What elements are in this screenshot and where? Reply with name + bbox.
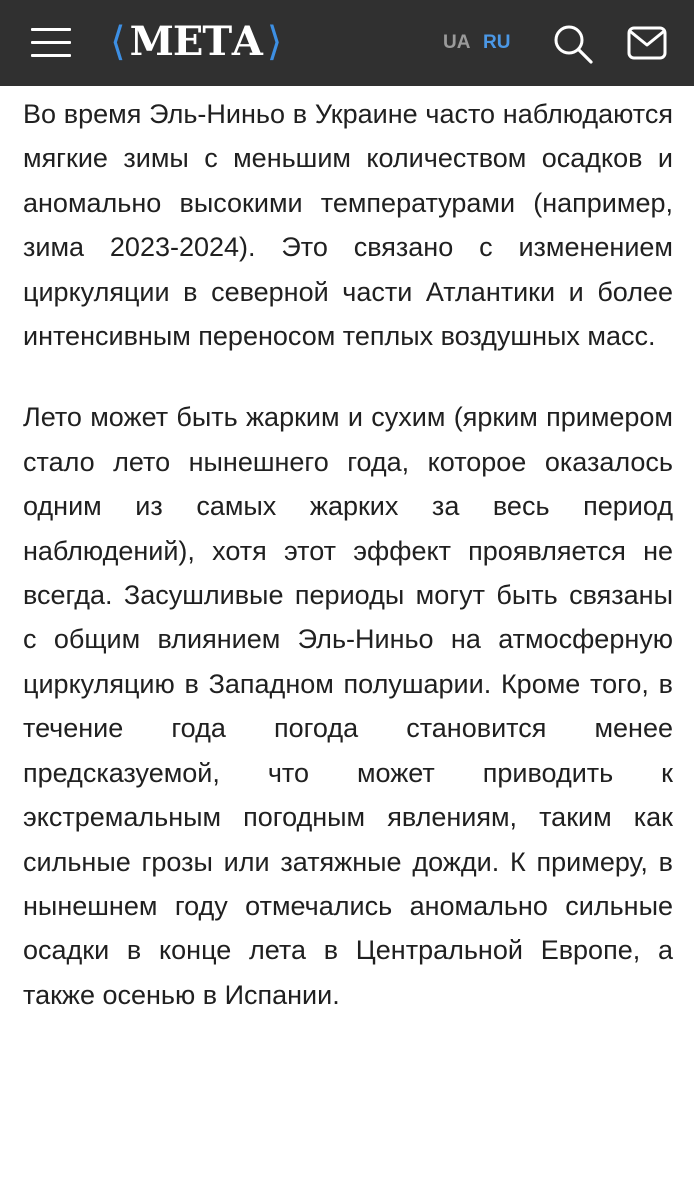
language-ua-link[interactable]: UA (443, 32, 471, 53)
mail-icon[interactable] (627, 26, 667, 60)
article-paragraph: Во время Эль-Ниньо в Украине часто наблюдаются мягкие зимы с меньшим количеством осадков и аномально высокими температурами (например, зима 2023-2024). Это связано с изменением циркуляции в северной части Атлантики и более интенсивным переносом теплых воздушных масс. (23, 99, 673, 352)
menu-bar (31, 41, 71, 44)
top-header (0, 0, 694, 86)
site-logo[interactable] (110, 18, 282, 66)
search-icon[interactable] (552, 23, 594, 65)
menu-bar (31, 28, 71, 31)
language-ru-link[interactable]: RU (483, 32, 511, 53)
logo-text: МЕТА (129, 18, 263, 65)
article-paragraph: Лето может быть жарким и сухим (ярким примером стало лето нынешнего года, которое оказалось одним из самых жарких за весь период наблюдений), хотя этот эффект проявляется не всегда. Засушливые периоды могут быть связаны с общим влиянием Эль-Ниньо на атмосферную циркуляцию в Западном полушарии. Кроме того, в течение года погода становится менее предсказуемой, что может приводить к экстремальным погодным явлениям, таким как сильные грозы или затяжные дожди. К примеру, в нынешнем году отмечались аномально сильные осадки в конце лета в Центральной Европе, а также осенью в Испании. (23, 402, 673, 1010)
menu-bar (31, 54, 71, 57)
hamburger-menu-icon[interactable] (31, 27, 71, 59)
logo-left-bracket: ⟨ (110, 19, 126, 65)
logo-right-bracket: ⟩ (266, 19, 283, 65)
article-body (23, 92, 673, 1017)
